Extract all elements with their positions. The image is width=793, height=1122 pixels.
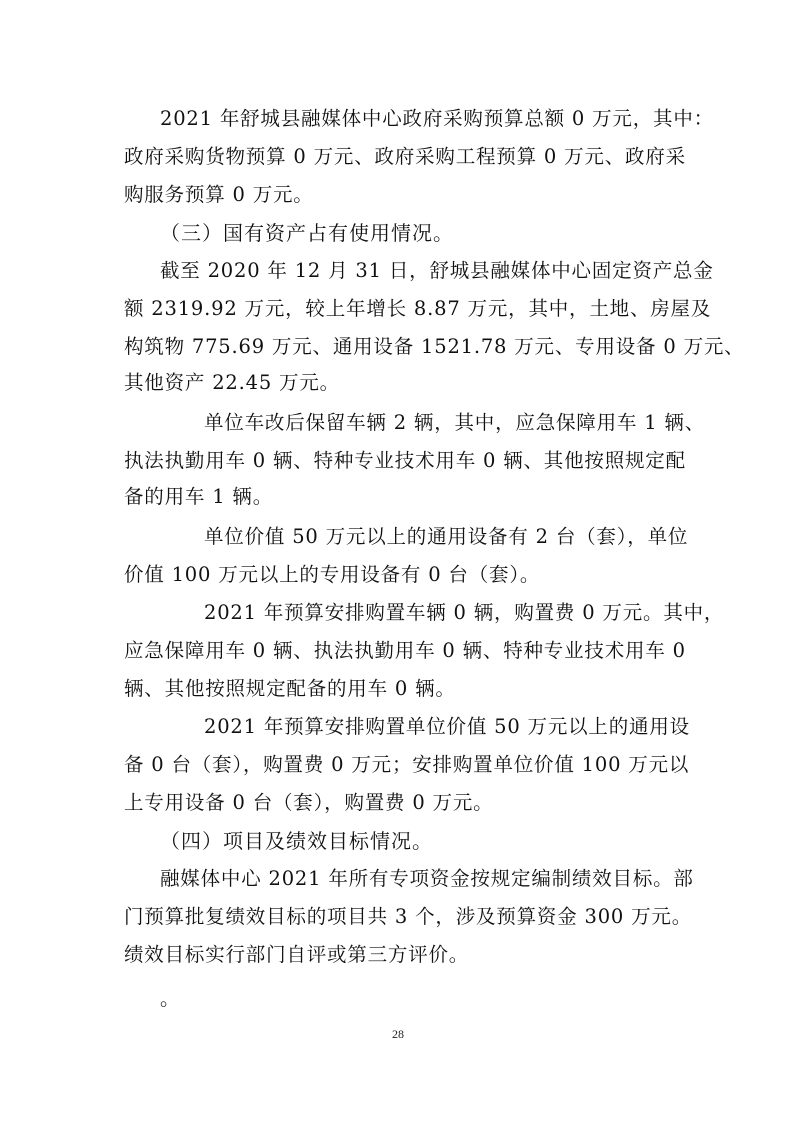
page-number: 28 xyxy=(392,1027,404,1041)
paragraph-line-3: 购服务预算 0 万元。 xyxy=(124,183,314,206)
paragraph-line-4: 截至 2020 年 12 月 31 日，舒城县融媒体中心固定资产总金 xyxy=(160,259,714,282)
paragraph-line-2: 政府采购货物预算 0 万元、政府采购工程预算 0 万元、政府采 xyxy=(124,145,686,168)
paragraph-line-21: 绩效目标实行部门自评或第三方评价。 xyxy=(124,943,470,966)
section-heading-3: （三）国有资产占有使用情况。 xyxy=(160,221,454,245)
paragraph-line-14: 应急保障用车 0 辆、执法执勤用车 0 辆、特种专业技术用车 0 xyxy=(124,639,686,662)
paragraph-line-7: 其他资产 22.45 万元。 xyxy=(124,371,340,394)
paragraph-line-19: 融媒体中心 2021 年所有专项资金按规定编制绩效目标。部 xyxy=(160,867,694,890)
paragraph-line-8: 单位车改后保留车辆 2 辆，其中，应急保障用车 1 辆、 xyxy=(204,411,706,434)
paragraph-line-1: 2021 年舒城县融媒体中心政府采购预算总额 0 万元，其中： xyxy=(160,107,714,130)
paragraph-line-18: 上专用设备 0 台（套），购置费 0 万元。 xyxy=(124,791,494,814)
stray-period: 。 xyxy=(160,987,181,1010)
paragraph-line-11: 单位价值 50 万元以上的通用设备有 2 台（套），单位 xyxy=(204,525,689,548)
paragraph-line-15: 辆、其他按照规定配备的用车 0 辆。 xyxy=(124,677,456,700)
section-heading-4: （四）项目及绩效目标情况。 xyxy=(160,829,433,853)
paragraph-line-20: 门预算批复绩效目标的项目共 3 个，涉及预算资金 300 万元。 xyxy=(124,905,693,928)
paragraph-line-10: 备的用车 1 辆。 xyxy=(124,485,274,508)
paragraph-line-16: 2021 年预算安排购置单位价值 50 万元以上的通用设 xyxy=(204,715,690,738)
paragraph-line-6: 构筑物 775.69 万元、通用设备 1521.78 万元、专用设备 0 万元、 xyxy=(124,335,745,358)
paragraph-line-17: 备 0 台（套），购置费 0 万元；安排购置单位价值 100 万元以 xyxy=(124,753,690,776)
paragraph-line-5: 额 2319.92 万元，较上年增长 8.87 万元，其中，土地、房屋及 xyxy=(124,297,712,320)
paragraph-line-13: 2021 年预算安排购置车辆 0 辆，购置费 0 万元。其中， xyxy=(204,601,725,624)
paragraph-line-12: 价值 100 万元以上的专用设备有 0 台（套）。 xyxy=(124,563,541,586)
paragraph-line-9: 执法执勤用车 0 辆、特种专业技术用车 0 辆、其他按照规定配 xyxy=(124,449,686,472)
